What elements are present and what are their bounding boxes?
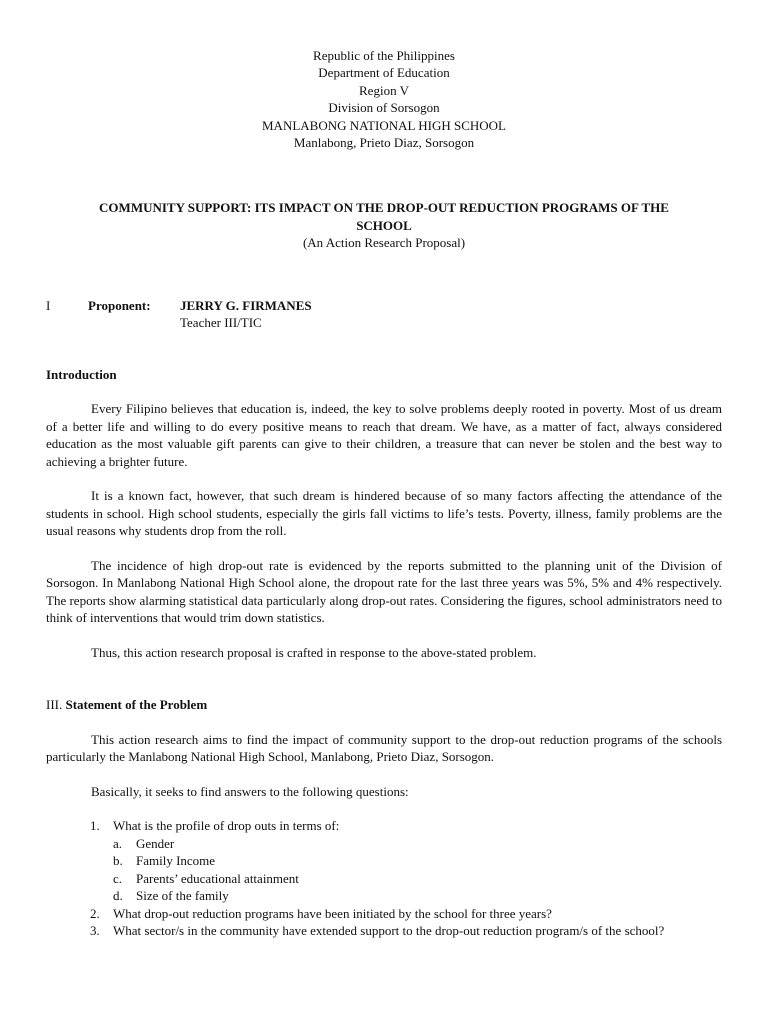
problem-paragraph: Basically, it seeks to find answers to the following questions: [91, 783, 409, 799]
sub-list-item [113, 835, 722, 853]
profile-sublist [113, 835, 722, 905]
research-questions-list [46, 817, 722, 940]
sub-list-item-text: Size of the family [136, 888, 229, 904]
sub-list-item [113, 887, 722, 905]
section-numeral: I [46, 297, 51, 313]
list-item-number: 2. [90, 905, 100, 921]
proponent-role: Teacher III/TIC [180, 315, 262, 331]
introduction-paragraph: Thus, this action research proposal is crafted in response to the above-stated problem. [91, 644, 537, 660]
letterhead-division: Division of Sorsogon [328, 100, 440, 116]
letterhead-department: Department of Education [318, 65, 450, 81]
list-item [90, 817, 722, 905]
introduction-heading: Introduction [46, 366, 117, 382]
list-item-text: What sector/s in the community have extended support to the drop-out reduction program/s of the school? [113, 923, 665, 939]
sub-list-item-text: Parents’ educational attainment [136, 870, 299, 886]
letterhead-republic: Republic of the Philippines [313, 48, 455, 63]
list-item-text: What drop-out reduction programs have been initiated by the school for three years? [113, 905, 552, 921]
introduction-paragraph: The incidence of high drop-out rate is evidenced by the reports submitted to the planning unit of the Division of Sorsogon. In Manlabong National High School alone, the dropout rate for the last three years was 5%, 5% and 4% respectively. The reports show alarming statistical data particularly along drop-out rates. Considering the figures, school administrators need to think of interventions that would trim down statistics. [46, 557, 722, 626]
list-item-text: What is the profile of drop outs in terms of: [113, 818, 340, 834]
document-title-line-2: SCHOOL [356, 217, 412, 233]
proponent-name: JERRY G. FIRMANES [180, 297, 312, 313]
document-page [46, 47, 722, 940]
sub-list-item-letter: a. [113, 835, 123, 851]
sub-list-item-text: Gender [136, 835, 175, 851]
introduction-paragraph: Every Filipino believes that education is, indeed, the key to solve problems deeply rooted in poverty. Most of us dream of a better life and willing to do every positive means to reach that dream. We have, as a matter of fact, always considered education as the most valuable gift parents can give to their children, a treasure that can never be stolen and the best way to achieving a brighter future. [46, 401, 722, 469]
sub-list-item-letter: b. [113, 853, 123, 869]
proponent-section [46, 297, 722, 333]
sub-list-item [113, 852, 722, 870]
list-item-number: 3. [90, 923, 100, 939]
letterhead-address: Manlabong, Prieto Diaz, Sorsogon [293, 135, 475, 151]
sub-list-item-letter: c. [113, 870, 123, 886]
document-title-line-1: COMMUNITY SUPPORT: ITS IMPACT ON THE DROP-OUT REDUCTION PROGRAMS OF THE [99, 200, 669, 216]
problem-paragraph: This action research aims to find the impact of community support to the drop-out reduction programs of the schools particularly the Manlabong National High School, Manlabong, Prieto Diaz, Sorsogon. [46, 731, 722, 765]
problem-section-number: III. [46, 697, 63, 713]
problem-heading [46, 696, 722, 714]
list-item [90, 922, 722, 940]
sub-list-item [113, 870, 722, 888]
document-subtitle: (An Action Research Proposal) [302, 235, 466, 251]
introduction-paragraph: It is a known fact, however, that such dream is hindered because of so many factors affecting the attendance of the students in school. High school students, especially the girls fall victims to life’s tests. Poverty, illness, family problems are the usual reasons why students drop from the roll. [46, 488, 722, 539]
letterhead [46, 47, 722, 151]
document-title-block [46, 199, 722, 252]
list-item [90, 905, 722, 923]
list-item-number: 1. [90, 818, 100, 834]
sub-list-item-letter: d. [113, 888, 123, 904]
problem-heading-text: Statement of the Problem [65, 697, 208, 713]
proponent-label: Proponent: [88, 297, 151, 313]
sub-list-item-text: Family Income [136, 853, 216, 869]
letterhead-region: Region V [359, 82, 409, 98]
letterhead-school: MANLABONG NATIONAL HIGH SCHOOL [262, 117, 506, 133]
